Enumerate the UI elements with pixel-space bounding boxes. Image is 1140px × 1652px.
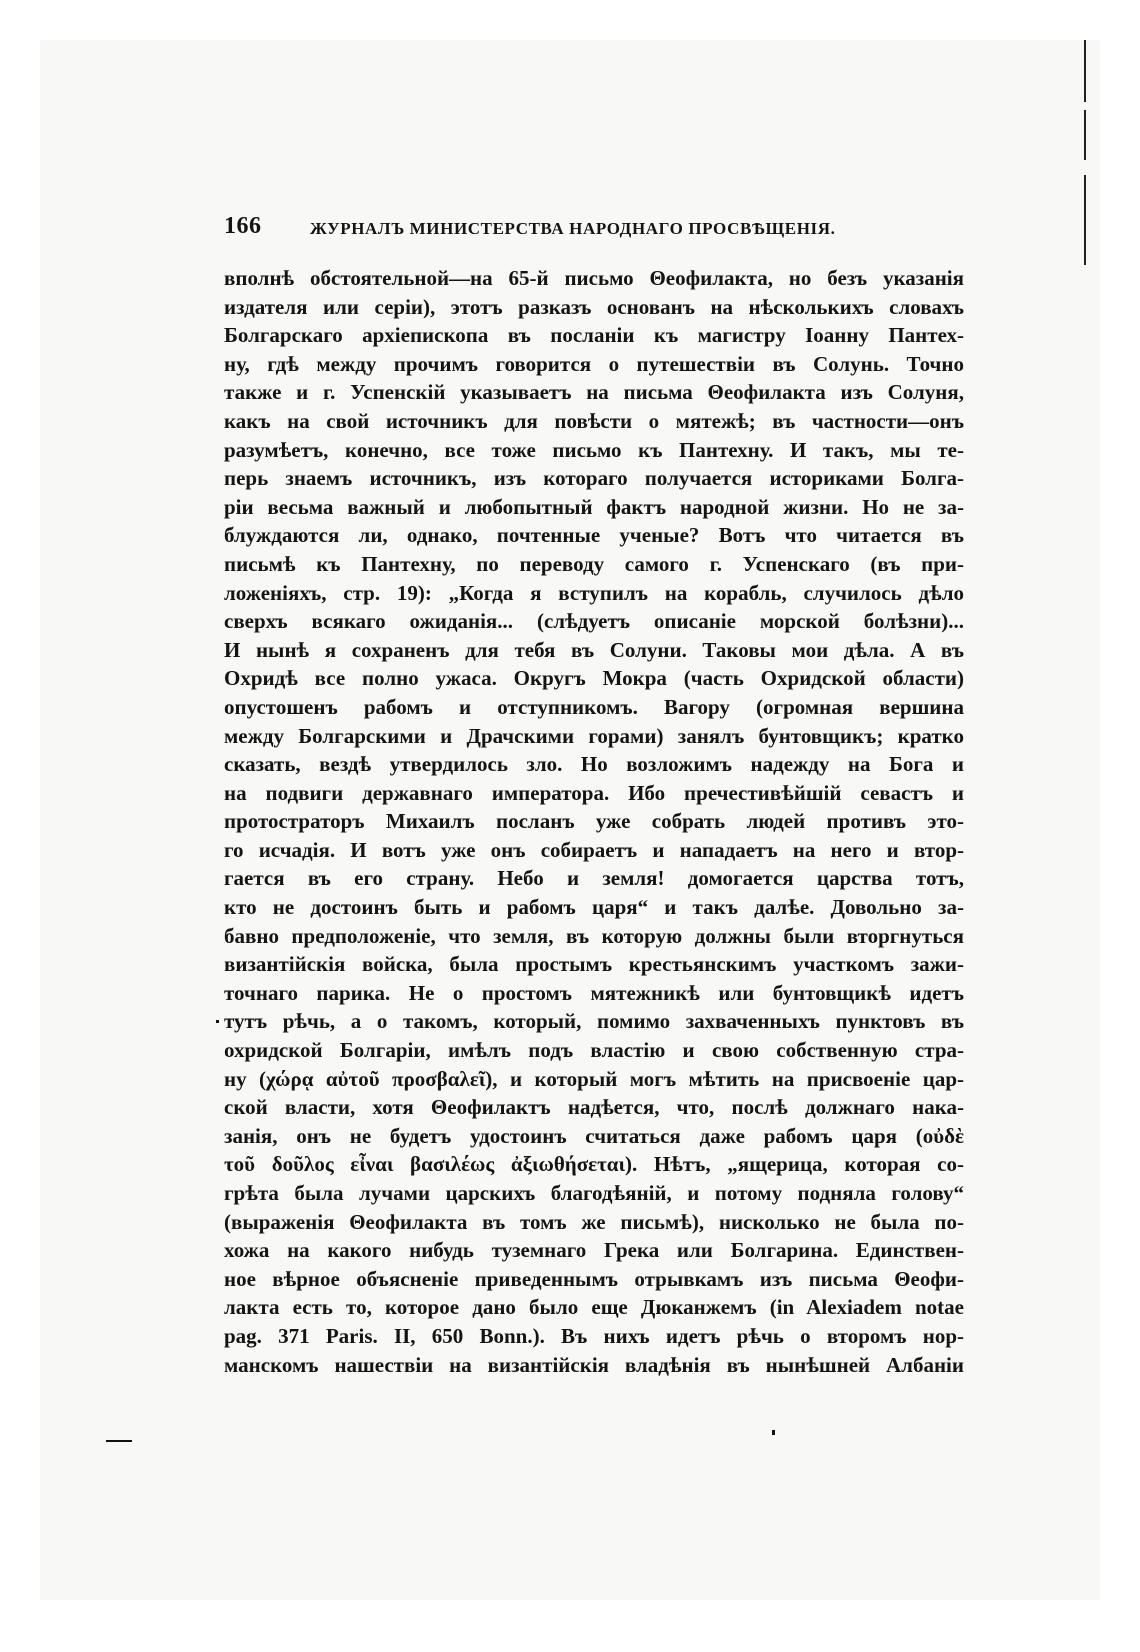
page-edge-rule — [1084, 40, 1086, 102]
text-line: τοῦ δοῦλος εἶναι βασιλέως ἀξιωθήσεται). Нѣтъ, „ящерица, которая со- — [224, 1152, 964, 1177]
scan-mark — [772, 1430, 775, 1435]
text-line: сказать, вездѣ утвердилось зло. Но возложимъ надежду на Бога и — [224, 752, 964, 777]
text-line: хожа на какого нибудь туземнаго Грека или Болгарина. Единствен- — [224, 1238, 964, 1263]
text-line: тутъ рѣчь, а о такомъ, который, помимо захваченныхъ пунктовъ въ — [224, 1009, 964, 1034]
text-line: ложеніяхъ, стр. 19): „Когда я вступилъ на корабль, случилось дѣло — [224, 580, 964, 605]
text-line: ну, гдѣ между прочимъ говорится о путешествіи въ Солунь. Точно — [224, 351, 964, 376]
text-line: Охридѣ все полно ужаса. Округъ Мокра (часть Охридской области) — [224, 666, 964, 691]
body-text — [224, 264, 964, 1379]
text-line: также и г. Успенскій указываетъ на письма Θеофилакта изъ Солуня, — [224, 380, 964, 405]
text-line: опустошенъ рабомъ и отступникомъ. Вагору (огромная вершина — [224, 694, 964, 719]
text-line: точнаго парика. Не о простомъ мятежникѣ или бунтовщикѣ идетъ — [224, 980, 964, 1005]
scan-mark — [216, 1020, 219, 1023]
text-line: го исчадія. И вотъ уже онъ собираетъ и нападаетъ на него и втор- — [224, 837, 964, 862]
text-line: занія, онъ не будетъ удостоинъ считаться даже рабомъ царя (οὐδὲ — [224, 1123, 964, 1148]
text-line: ну (χώρᾳ αὐτοῦ προσβαλεῖ), и который могъ мѣтить на присвоеніе цар- — [224, 1066, 964, 1091]
text-line: вполнѣ обстоятельной—на 65-й письмо Θеофилакта, но безъ указанія — [224, 266, 964, 290]
text-line: какъ на свой источникъ для повѣсти о мятежѣ; въ частности—онъ — [224, 408, 964, 433]
text-line: протостраторъ Михаилъ посланъ уже собрать людей противъ это- — [224, 809, 964, 834]
page-number: 166 — [224, 213, 262, 239]
text-line: ріи весьма важный и любопытный фактъ народной жизни. Но не за- — [224, 494, 964, 519]
text-line: блуждаются ли, однако, почтенные ученые? Вотъ что читается въ — [224, 523, 964, 548]
page-edge-rule — [1084, 110, 1086, 160]
text-line: pag. 371 Paris. II, 650 Bonn.). Въ нихъ идетъ рѣчь о второмъ нор- — [224, 1323, 964, 1348]
text-line: манскомъ нашествіи на византійскія владѣнія въ нынѣшней Албаніи — [224, 1352, 964, 1377]
text-line: издателя или серіи), этотъ разказъ основанъ на нѣсколькихъ словахъ — [224, 294, 964, 319]
page-header — [224, 213, 964, 245]
text-line: на подвиги державнаго императора. Ибо пречестивѣйшій севастъ и — [224, 780, 964, 805]
text-line: грѣта была лучами царскихъ благодѣяній, и потому подняла голову“ — [224, 1181, 964, 1205]
text-line: византійскія войска, была простымъ крестьянскимъ участкомъ зажи- — [224, 952, 964, 977]
text-line: ное вѣрное объясненіе приведеннымъ отрывкамъ изъ письма Θеофи- — [224, 1266, 964, 1291]
text-line: ской власти, хотя Θеофилактъ надѣется, что, послѣ должнаго нака- — [224, 1095, 964, 1120]
text-line: (выраженія Θеофилакта въ томъ же письмѣ), нисколько не была по- — [224, 1209, 964, 1234]
running-title: ЖУРНАЛЪ МИНИСТЕРСТВА НАРОДНАГО ПРОСВѢЩЕНІЯ. — [310, 219, 836, 238]
text-line: письмѣ къ Пантехну, по переводу самого г. Успенскаго (въ при- — [224, 551, 964, 576]
text-line: между Болгарскими и Драчскими горами) занялъ бунтовщикъ; кратко — [224, 723, 964, 748]
scan-mark — [106, 1440, 132, 1442]
text-line: Болгарскаго архіепископа въ посланіи къ магистру Іоанну Пантех- — [224, 323, 964, 348]
text-line: гается въ его страну. Небо и земля! домогается царства тотъ, — [224, 866, 964, 891]
text-line: охридской Болгаріи, имѣлъ подъ властію и свою собственную стра- — [224, 1038, 964, 1063]
text-line: перь знаемъ источникъ, изъ котораго получается историками Болга- — [224, 466, 964, 491]
text-line: сверхъ всякаго ожиданія... (слѣдуетъ описаніе морской болѣзни)... — [224, 609, 964, 634]
text-line: бавно предположеніе, что земля, въ которую должны были вторгнуться — [224, 923, 964, 948]
page-edge-rule — [1084, 175, 1086, 265]
text-line: И нынѣ я сохраненъ для тебя въ Солуни. Таковы мои дѣла. А въ — [224, 637, 964, 662]
text-line: кто не достоинъ быть и рабомъ царя“ и такъ далѣе. Довольно за- — [224, 895, 964, 920]
text-line: разумѣетъ, конечно, все тоже письмо къ Пантехну. И такъ, мы те- — [224, 437, 964, 462]
text-line: лакта есть то, которое дано было еще Дюканжемъ (in Alexiadem notae — [224, 1295, 964, 1320]
